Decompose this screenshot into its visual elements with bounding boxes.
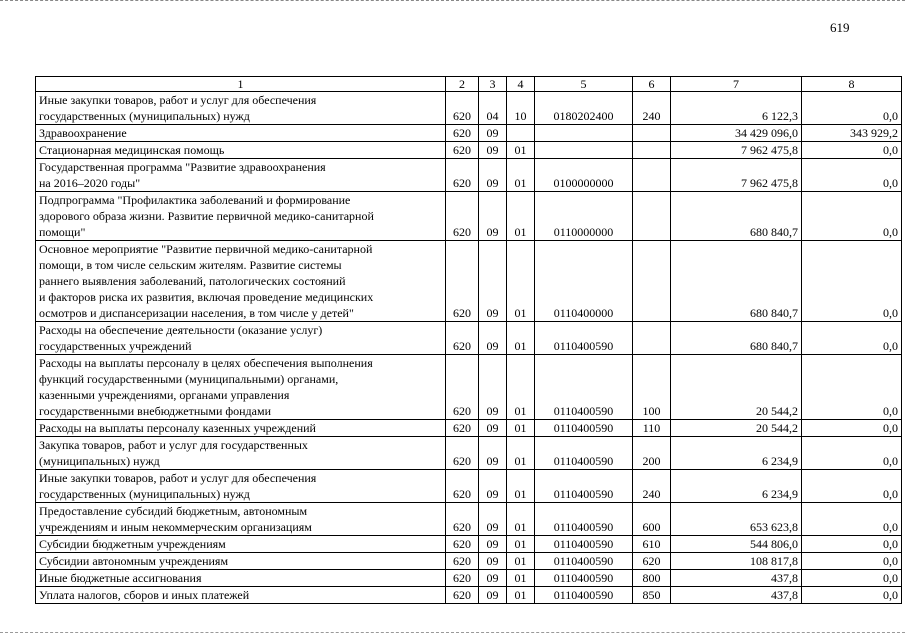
cell-target-article: 0110400590: [535, 587, 633, 604]
table-row: [36, 553, 902, 570]
cell-section: 09: [479, 536, 507, 553]
cell-target-article: 0110400590: [535, 470, 633, 503]
table-row: [36, 92, 902, 125]
item-name-line: Подпрограмма "Профилактика заболеваний и формирование: [39, 193, 351, 207]
cell-amount: 7 962 475,8: [671, 159, 802, 192]
cell-amount: 34 429 096,0: [671, 125, 802, 142]
cell-section: 09: [479, 159, 507, 192]
cell-admin-code: 620: [446, 192, 479, 241]
item-name-line: государственных (муниципальных) нужд: [39, 109, 250, 123]
cell-amount-extra: 0,0: [802, 192, 902, 241]
cell-expense-type: 240: [633, 470, 671, 503]
cell-subsection: 01: [507, 355, 535, 420]
cell-amount: 6 234,9: [671, 470, 802, 503]
item-name-line: Стационарная медицинская помощь: [39, 143, 225, 157]
cell-admin-code: 620: [446, 470, 479, 503]
cell-subsection: 01: [507, 553, 535, 570]
cell-item-name: [36, 159, 446, 192]
table-row: [36, 420, 902, 437]
item-name-line: (муниципальных) нужд: [39, 454, 160, 468]
cell-item-name: [36, 420, 446, 437]
item-name-line: Субсидии бюджетным учреждениям: [39, 537, 226, 551]
cell-amount-extra: 0,0: [802, 142, 902, 159]
cell-expense-type: [633, 322, 671, 355]
cell-subsection: 01: [507, 192, 535, 241]
cell-target-article: [535, 142, 633, 159]
cell-amount: 7 962 475,8: [671, 142, 802, 159]
cell-amount-extra: 0,0: [802, 503, 902, 536]
cell-item-name: [36, 355, 446, 420]
item-name-line: учреждениям и иным некоммерческим организациям: [39, 520, 312, 534]
cell-section: 09: [479, 420, 507, 437]
table-row: [36, 322, 902, 355]
cell-subsection: 01: [507, 587, 535, 604]
cell-amount: 108 817,8: [671, 553, 802, 570]
cell-subsection: 01: [507, 536, 535, 553]
cell-expense-type: 600: [633, 503, 671, 536]
item-name-line: функций государственными (муниципальными) органами,: [39, 372, 339, 386]
budget-table: [35, 76, 902, 604]
cell-item-name: [36, 536, 446, 553]
cell-amount: 680 840,7: [671, 322, 802, 355]
header-cell: 7: [671, 77, 802, 92]
cell-section: 09: [479, 587, 507, 604]
cell-target-article: 0110400590: [535, 420, 633, 437]
cell-expense-type: 620: [633, 553, 671, 570]
cell-target-article: 0180202400: [535, 92, 633, 125]
cell-subsection: 01: [507, 420, 535, 437]
cell-admin-code: 620: [446, 587, 479, 604]
table-row: [36, 570, 902, 587]
cell-section: 09: [479, 553, 507, 570]
cell-subsection: 10: [507, 92, 535, 125]
cell-target-article: 0100000000: [535, 159, 633, 192]
cell-item-name: [36, 553, 446, 570]
item-name-line: Основное мероприятие "Развитие первичной медико-санитарной: [39, 242, 373, 256]
cell-amount: 653 623,8: [671, 503, 802, 536]
cell-amount: 680 840,7: [671, 192, 802, 241]
cell-admin-code: 620: [446, 322, 479, 355]
cell-item-name: [36, 125, 446, 142]
item-name-line: помощи, в том числе сельским жителям. Развитие системы: [39, 258, 342, 272]
cell-expense-type: [633, 125, 671, 142]
cell-amount: 544 806,0: [671, 536, 802, 553]
cell-expense-type: 240: [633, 92, 671, 125]
cell-target-article: 0110400590: [535, 322, 633, 355]
table-row: [36, 503, 902, 536]
cell-subsection: 01: [507, 470, 535, 503]
cell-amount-extra: 0,0: [802, 470, 902, 503]
cell-expense-type: [633, 192, 671, 241]
cell-admin-code: 620: [446, 159, 479, 192]
cell-subsection: 01: [507, 570, 535, 587]
cell-section: 09: [479, 241, 507, 322]
cell-amount-extra: 0,0: [802, 420, 902, 437]
item-name-line: здорового образа жизни. Развитие первичной медико-санитарной: [39, 209, 374, 223]
cell-item-name: [36, 437, 446, 470]
cell-admin-code: 620: [446, 355, 479, 420]
item-name-line: помощи": [39, 225, 86, 239]
cell-section: 09: [479, 142, 507, 159]
cell-expense-type: [633, 159, 671, 192]
item-name-line: казенными учреждениями, органами управления: [39, 388, 290, 402]
cell-subsection: 01: [507, 142, 535, 159]
table-row: [36, 192, 902, 241]
item-name-line: Расходы на выплаты персоналу казенных учреждений: [39, 421, 316, 435]
cell-item-name: [36, 470, 446, 503]
header-cell: 8: [802, 77, 902, 92]
table-row: [36, 142, 902, 159]
item-name-line: и факторов риска их развития, включая проведение медицинских: [39, 290, 374, 304]
cell-target-article: 0110400000: [535, 241, 633, 322]
table-row: [36, 159, 902, 192]
cell-target-article: 0110400590: [535, 437, 633, 470]
table-row: [36, 470, 902, 503]
header-cell: 2: [446, 77, 479, 92]
cell-admin-code: 620: [446, 420, 479, 437]
cell-subsection: 01: [507, 503, 535, 536]
item-name-line: раннего выявления заболеваний, патологических состояний: [39, 274, 346, 288]
cell-section: 09: [479, 192, 507, 241]
cell-item-name: [36, 570, 446, 587]
cell-admin-code: 620: [446, 142, 479, 159]
table-row: [36, 355, 902, 420]
item-name-line: Субсидии автономным учреждениям: [39, 554, 229, 568]
table-row: [36, 125, 902, 142]
cell-subsection: 01: [507, 437, 535, 470]
table-body: [36, 77, 902, 604]
cell-admin-code: 620: [446, 503, 479, 536]
cell-admin-code: 620: [446, 570, 479, 587]
cell-admin-code: 620: [446, 125, 479, 142]
header-cell: 1: [36, 77, 446, 92]
cell-amount-extra: 0,0: [802, 355, 902, 420]
scan-bottom-edge: [0, 632, 905, 636]
table-row: [36, 437, 902, 470]
cell-section: 09: [479, 570, 507, 587]
item-name-line: Государственная программа "Развитие здравоохранения: [39, 160, 326, 174]
cell-section: 09: [479, 503, 507, 536]
item-name-line: на 2016–2020 годы": [39, 176, 141, 190]
page-number: 619: [830, 20, 850, 35]
cell-amount: 20 544,2: [671, 355, 802, 420]
item-name-line: Иные закупки товаров, работ и услуг для обеспечения: [39, 93, 317, 107]
cell-amount-extra: 0,0: [802, 570, 902, 587]
cell-target-article: 0110400590: [535, 553, 633, 570]
cell-amount-extra: 0,0: [802, 159, 902, 192]
cell-section: 04: [479, 92, 507, 125]
table-row: [36, 241, 902, 322]
cell-target-article: 0110400590: [535, 503, 633, 536]
cell-target-article: [535, 125, 633, 142]
cell-section: 09: [479, 437, 507, 470]
cell-amount: 437,8: [671, 587, 802, 604]
cell-target-article: 0110400590: [535, 355, 633, 420]
cell-expense-type: 110: [633, 420, 671, 437]
item-name-line: Уплата налогов, сборов и иных платежей: [39, 588, 250, 602]
cell-admin-code: 620: [446, 437, 479, 470]
cell-amount-extra: 0,0: [802, 241, 902, 322]
cell-expense-type: 800: [633, 570, 671, 587]
cell-amount-extra: 0,0: [802, 536, 902, 553]
scan-top-edge: [0, 0, 905, 4]
cell-section: 09: [479, 470, 507, 503]
cell-subsection: 01: [507, 159, 535, 192]
item-name-line: Здравоохранение: [39, 126, 127, 140]
cell-section: 09: [479, 322, 507, 355]
cell-item-name: [36, 192, 446, 241]
cell-item-name: [36, 92, 446, 125]
header-cell: 4: [507, 77, 535, 92]
cell-amount-extra: 0,0: [802, 553, 902, 570]
cell-item-name: [36, 322, 446, 355]
cell-admin-code: 620: [446, 241, 479, 322]
cell-amount: 680 840,7: [671, 241, 802, 322]
cell-admin-code: 620: [446, 553, 479, 570]
table-header-row: [36, 77, 902, 92]
cell-subsection: 01: [507, 241, 535, 322]
header-cell: 5: [535, 77, 633, 92]
cell-item-name: [36, 241, 446, 322]
table-row: [36, 536, 902, 553]
item-name-line: Расходы на выплаты персоналу в целях обеспечения выполнения: [39, 356, 373, 370]
cell-target-article: 0110400590: [535, 570, 633, 587]
cell-admin-code: 620: [446, 92, 479, 125]
item-name-line: Предоставление субсидий бюджетным, автономным: [39, 504, 308, 518]
item-name-line: Расходы на обеспечение деятельности (оказание услуг): [39, 323, 323, 337]
cell-section: 09: [479, 125, 507, 142]
cell-amount-extra: 0,0: [802, 587, 902, 604]
item-name-line: осмотров и диспансеризации населения, в том числе у детей": [39, 306, 354, 320]
item-name-line: государственных учреждений: [39, 339, 192, 353]
cell-target-article: 0110400590: [535, 536, 633, 553]
cell-target-article: 0110000000: [535, 192, 633, 241]
table-row: [36, 587, 902, 604]
cell-amount: 437,8: [671, 570, 802, 587]
cell-item-name: [36, 142, 446, 159]
item-name-line: Закупка товаров, работ и услуг для государственных: [39, 438, 308, 452]
header-cell: 3: [479, 77, 507, 92]
item-name-line: Иные бюджетные ассигнования: [39, 571, 202, 585]
cell-subsection: 01: [507, 322, 535, 355]
cell-expense-type: [633, 241, 671, 322]
cell-admin-code: 620: [446, 536, 479, 553]
cell-expense-type: [633, 142, 671, 159]
item-name-line: государственными внебюджетными фондами: [39, 404, 272, 418]
cell-amount-extra: 0,0: [802, 92, 902, 125]
cell-expense-type: 200: [633, 437, 671, 470]
cell-amount-extra: 343 929,2: [802, 125, 902, 142]
cell-amount: 20 544,2: [671, 420, 802, 437]
cell-subsection: [507, 125, 535, 142]
cell-amount-extra: 0,0: [802, 437, 902, 470]
cell-expense-type: 100: [633, 355, 671, 420]
cell-amount: 6 234,9: [671, 437, 802, 470]
cell-amount: 6 122,3: [671, 92, 802, 125]
cell-amount-extra: 0,0: [802, 322, 902, 355]
header-cell: 6: [633, 77, 671, 92]
cell-expense-type: 610: [633, 536, 671, 553]
cell-item-name: [36, 503, 446, 536]
cell-item-name: [36, 587, 446, 604]
item-name-line: государственных (муниципальных) нужд: [39, 487, 250, 501]
cell-section: 09: [479, 355, 507, 420]
cell-expense-type: 850: [633, 587, 671, 604]
item-name-line: Иные закупки товаров, работ и услуг для обеспечения: [39, 471, 317, 485]
